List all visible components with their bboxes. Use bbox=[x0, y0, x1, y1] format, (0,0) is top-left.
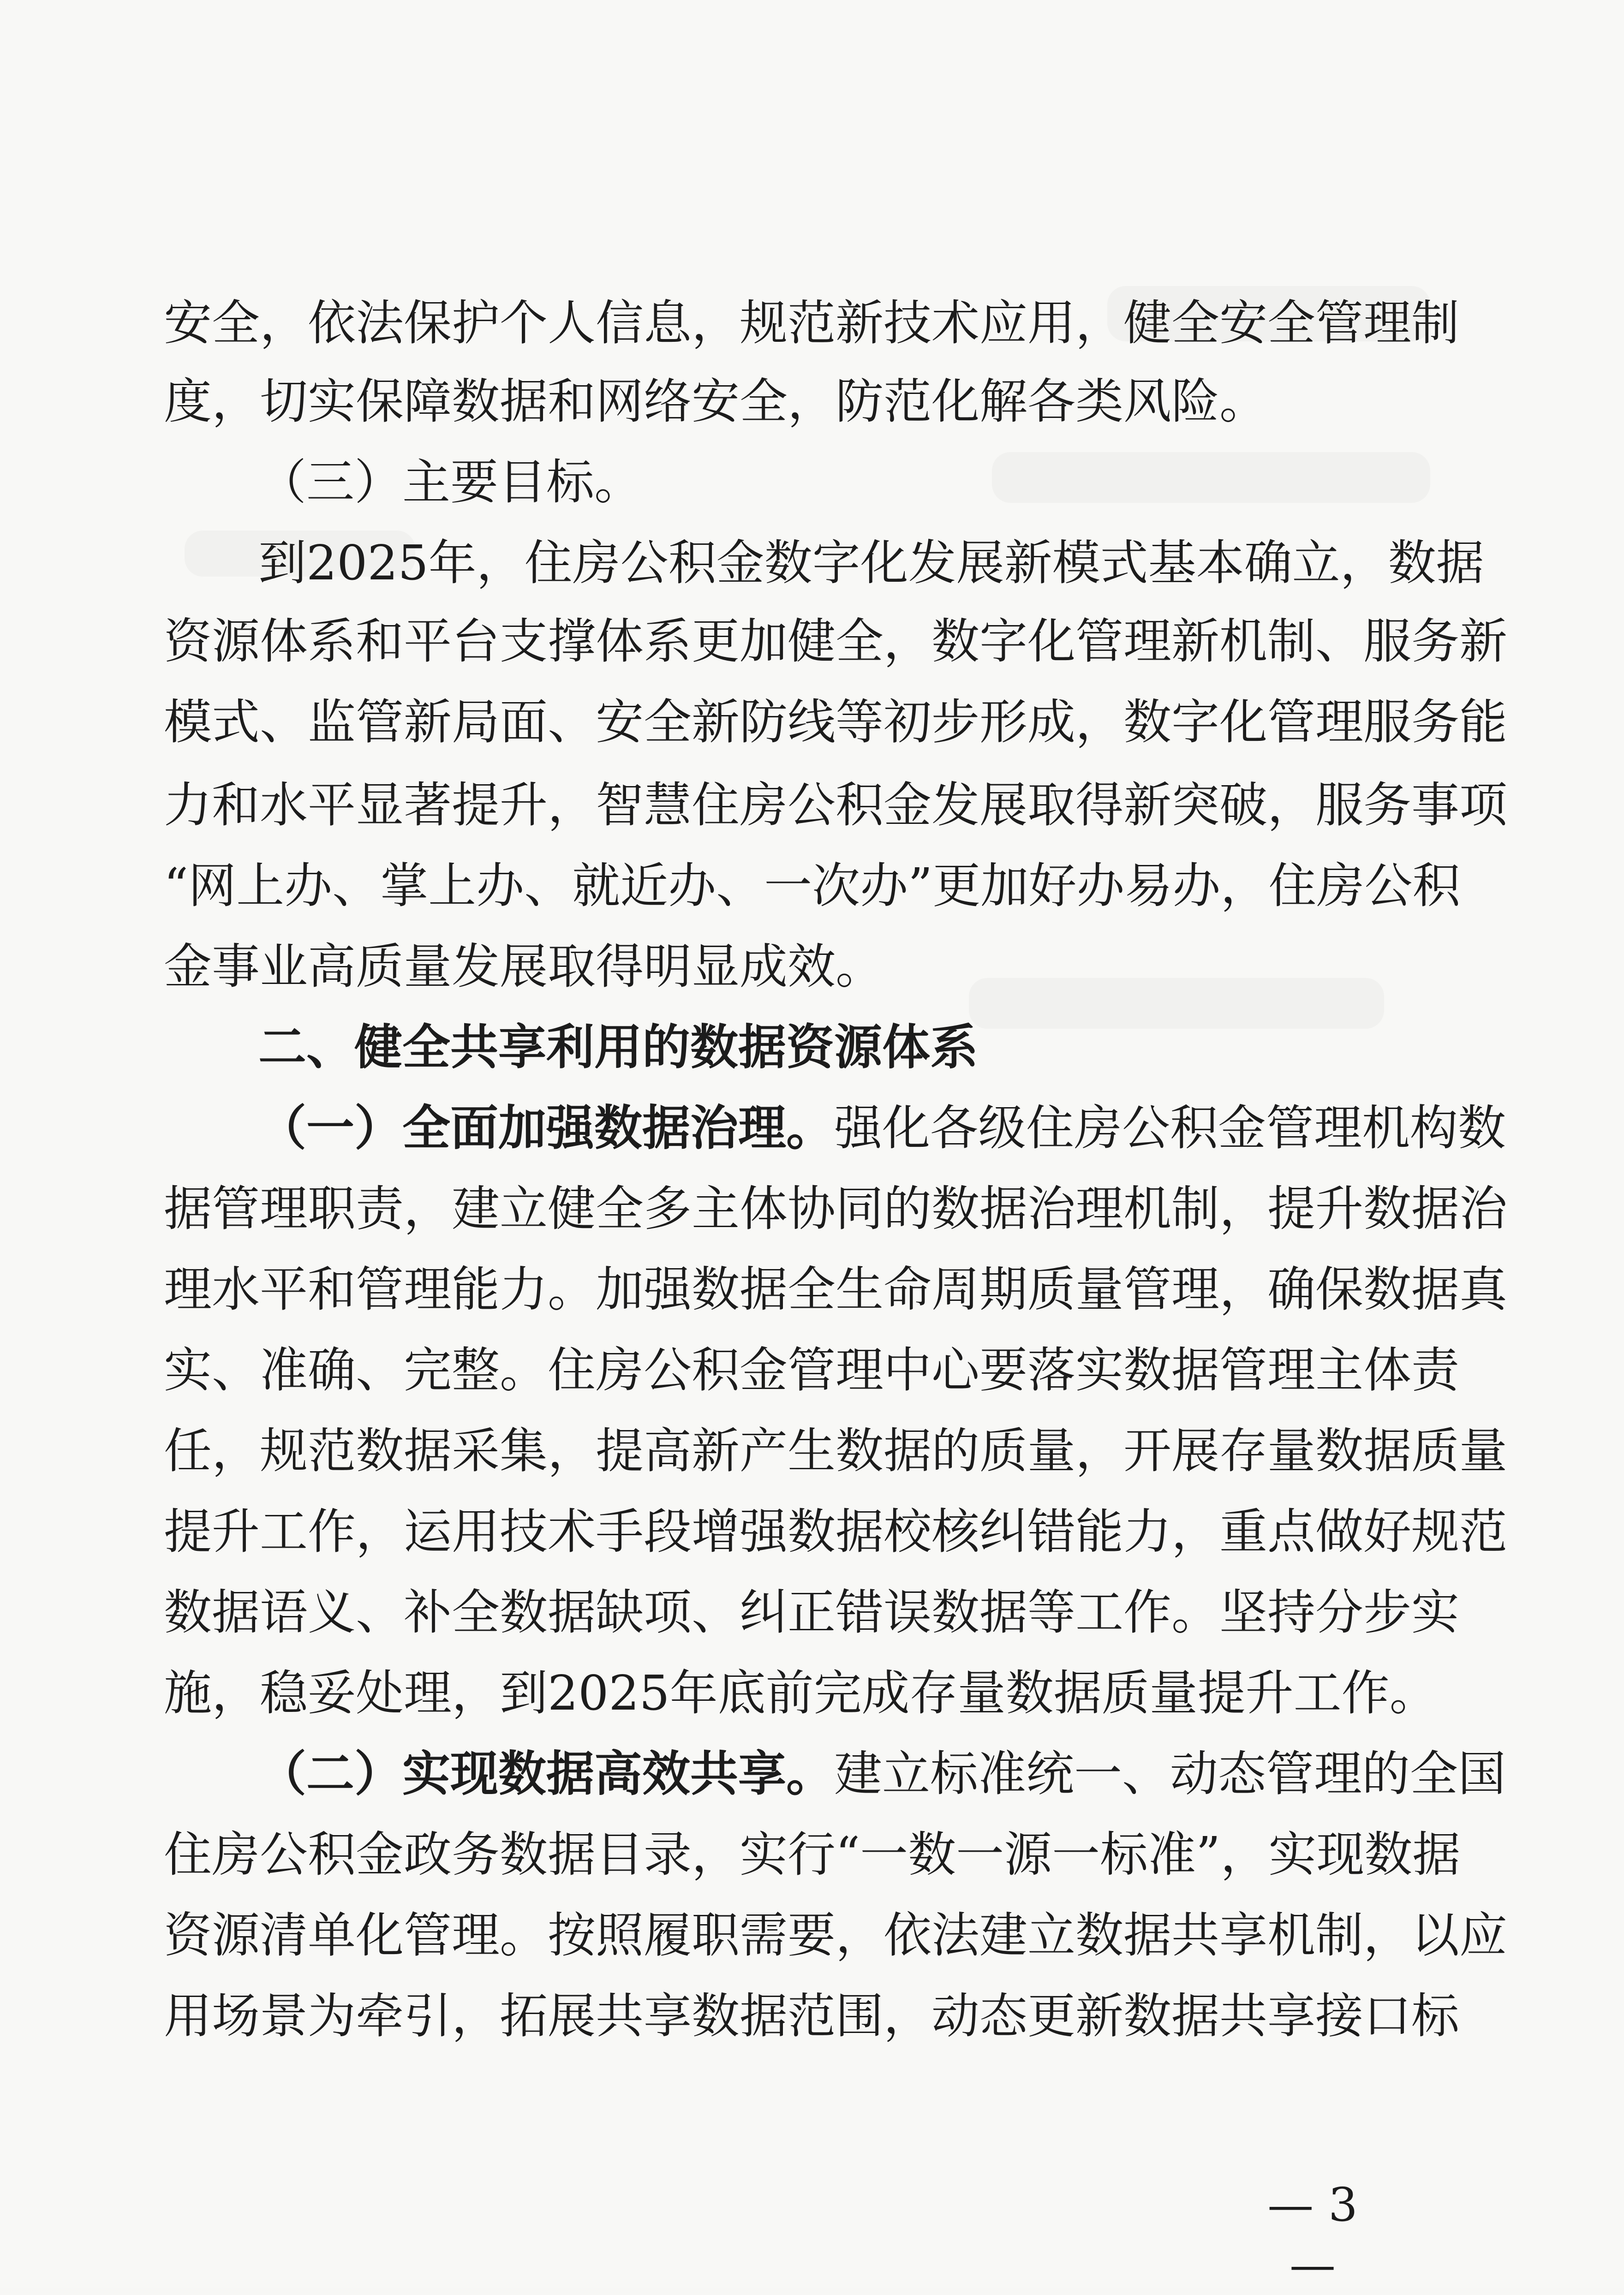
text-line bbox=[164, 1248, 1508, 1331]
text-line bbox=[164, 1894, 1508, 1977]
line-text: 资源体系和平台支撑体系更加健全，数字化管理新机制、服务新 bbox=[164, 613, 1508, 669]
line-text: 理水平和管理能力。加强数据全生命周期质量管理，确保数据真 bbox=[164, 1261, 1508, 1317]
line-text: 二、健全共享利用的数据资源体系 bbox=[258, 1019, 979, 1075]
line-text: 实、准确、完整。住房公积金管理中心要落实数据管理主体责 bbox=[164, 1342, 1460, 1398]
section-heading bbox=[258, 1006, 1419, 1089]
text-line bbox=[164, 1409, 1508, 1492]
line-text: 据管理职责，建立健全多主体协同的数据治理机制，提升数据治 bbox=[164, 1180, 1508, 1237]
line-text: 提升工作，运用技术手段增强数据校核纠错能力，重点做好规范 bbox=[164, 1503, 1508, 1560]
line-text: 资源清单化管理。按照履职需要，依法建立数据共享机制，以应 bbox=[164, 1907, 1508, 1963]
line-text: 模式、监管新局面、安全新防线等初步形成，数字化管理服务能 bbox=[164, 694, 1508, 750]
text-line bbox=[258, 1732, 1506, 1815]
text-line bbox=[164, 1571, 1460, 1654]
text-line bbox=[164, 844, 1461, 927]
paragraph-lead: （二）实现数据高效共享。 bbox=[258, 1746, 835, 1802]
text-line bbox=[258, 1086, 1506, 1169]
line-text: 度，切实保障数据和网络安全，防范化解各类风险。 bbox=[164, 373, 1268, 429]
line-text: 建立标准统一、动态管理的全国 bbox=[834, 1746, 1506, 1802]
line-text: 强化各级住房公积金管理机构数 bbox=[834, 1100, 1506, 1156]
page-number: — 3 — bbox=[1267, 2178, 1358, 2292]
line-text: 到2025年，住房公积金数字化发展新模式基本确立，数据 bbox=[258, 535, 1484, 591]
line-text: 住房公积金政务数据目录，实行“一数一源一标准”，实现数据 bbox=[164, 1826, 1461, 1883]
line-text: 安全，依法保护个人信息，规范新技术应用，健全安全管理制 bbox=[164, 295, 1460, 351]
line-text: 任，规范数据采集，提高新产生数据的质量，开展存量数据质量 bbox=[164, 1423, 1508, 1479]
section-subheading bbox=[258, 441, 1419, 524]
paragraph-lead: （一）全面加强数据治理。 bbox=[258, 1100, 835, 1156]
text-line bbox=[164, 680, 1508, 763]
text-line bbox=[164, 600, 1508, 683]
line-text: 用场景为牵引，拓展共享数据范围，动态更新数据共享接口标 bbox=[164, 1988, 1460, 2044]
text-line bbox=[164, 925, 1419, 1008]
line-text: 金事业高质量发展取得明显成效。 bbox=[164, 938, 884, 995]
text-line bbox=[164, 1490, 1508, 1573]
line-text: 施，稳妥处理，到2025年底前完成存量数据质量提升工作。 bbox=[164, 1665, 1438, 1721]
text-line bbox=[164, 763, 1508, 846]
line-text: （三）主要目标。 bbox=[258, 454, 643, 510]
text-line bbox=[258, 521, 1484, 604]
text-line bbox=[164, 281, 1460, 364]
text-line bbox=[164, 1167, 1508, 1250]
text-line bbox=[164, 360, 1419, 443]
text-line bbox=[164, 1813, 1461, 1896]
line-text: “网上办、掌上办、就近办、一次办”更加好办易办，住房公积 bbox=[164, 858, 1461, 914]
line-text: 数据语义、补全数据缺项、纠正错误数据等工作。坚持分步实 bbox=[164, 1584, 1460, 1640]
text-line bbox=[164, 1974, 1460, 2057]
text-line bbox=[164, 1329, 1460, 1412]
text-line bbox=[164, 1651, 1438, 1735]
line-text: 力和水平显著提升，智慧住房公积金发展取得新突破，服务事项 bbox=[164, 777, 1508, 833]
